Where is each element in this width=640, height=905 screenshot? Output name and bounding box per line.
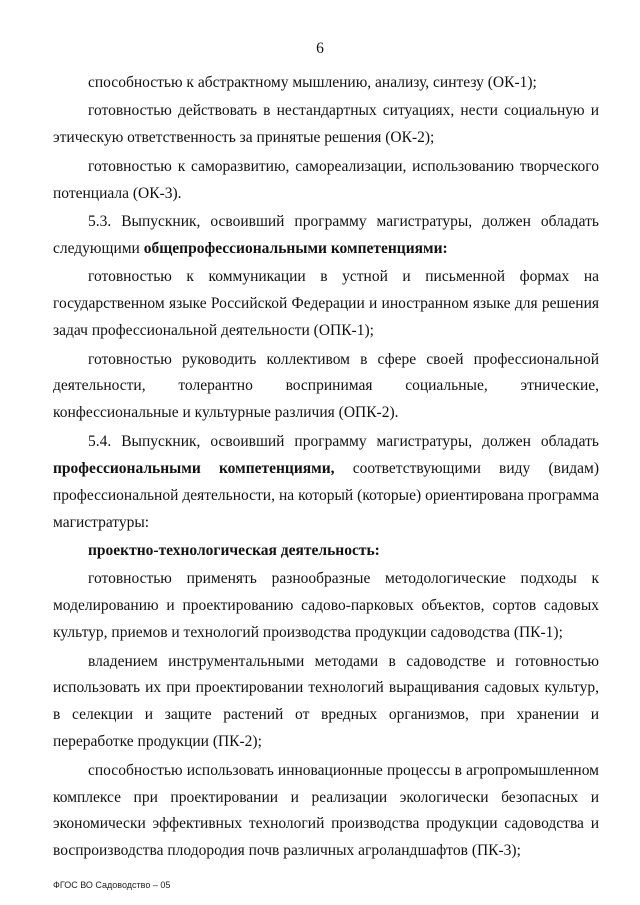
competency-ok1: способностью к абстрактному мышлению, анализу, синтезу (ОК-1); [88,74,537,91]
footer-label: ФГОС ВО Садоводство – 05 [53,880,171,890]
section-5-4-text-b: соответствующими виду (видам) профессиональной деятельности, на который (которые) ориентирована программа магистратуры: [53,459,599,531]
document-body [53,70,599,867]
heading-design-technology: проектно-технологическая деятельность: [88,541,380,559]
section-5-4-text-a: 5.4. Выпускник, освоивший программу магистратуры, должен обладать [88,432,599,450]
section-5-3 [53,209,599,263]
section-5-3-text: 5.3. Выпускник, освоивший программу магистратуры, должен обладать следующими [53,213,599,257]
section-5-3-bold: общепрофессиональными компетенциями: [143,239,448,257]
section-5-4-bold: профессиональными компетенциями, [53,459,335,477]
competency-ok2: готовностью действовать в нестандартных ситуациях, нести социальную и этическую ответственность за принятые решения (ОК-2); [53,102,599,147]
section-5-4 [53,429,599,537]
competency-opk2: готовностью руководить коллективом в сфере своей профессиональной деятельности, толерантно воспринимая социальные, этнические, конфессиональные и культурные различия (ОПК-2). [53,350,599,422]
competency-ok3: готовностью к саморазвитию, самореализации, использованию творческого потенциала (ОК-3). [53,157,599,202]
competency-pk3: способностью использовать инновационные процессы в агропромышленном комплексе при проектировании и реализации экологически безопасных и экономически эффективных технологий производства продукции садоводства и воспроизводства плодородия почв различных агроландшафтов (ПК-3); [53,761,599,860]
page-number: 6 [316,40,324,57]
competency-pk2: владением инструментальными методами в садоводстве и готовностью использовать их при проектировании технологий выращивания садовых культур, в селекции и защите растений от вредных организмов, при хранении и переработке продукции (ПК-2); [53,652,599,751]
competency-pk1: готовностью применять разнообразные методологические подходы к моделированию и проектированию садово-парковых объектов, сортов садовых культур, приемов и технологий производства продукции садоводства (ПК-1); [53,570,599,642]
competency-opk1: готовностью к коммуникации в устной и письменной формах на государственном языке Российской Федерации и иностранном языке для решения задач профессиональной деятельности (ОПК-1); [53,268,599,340]
